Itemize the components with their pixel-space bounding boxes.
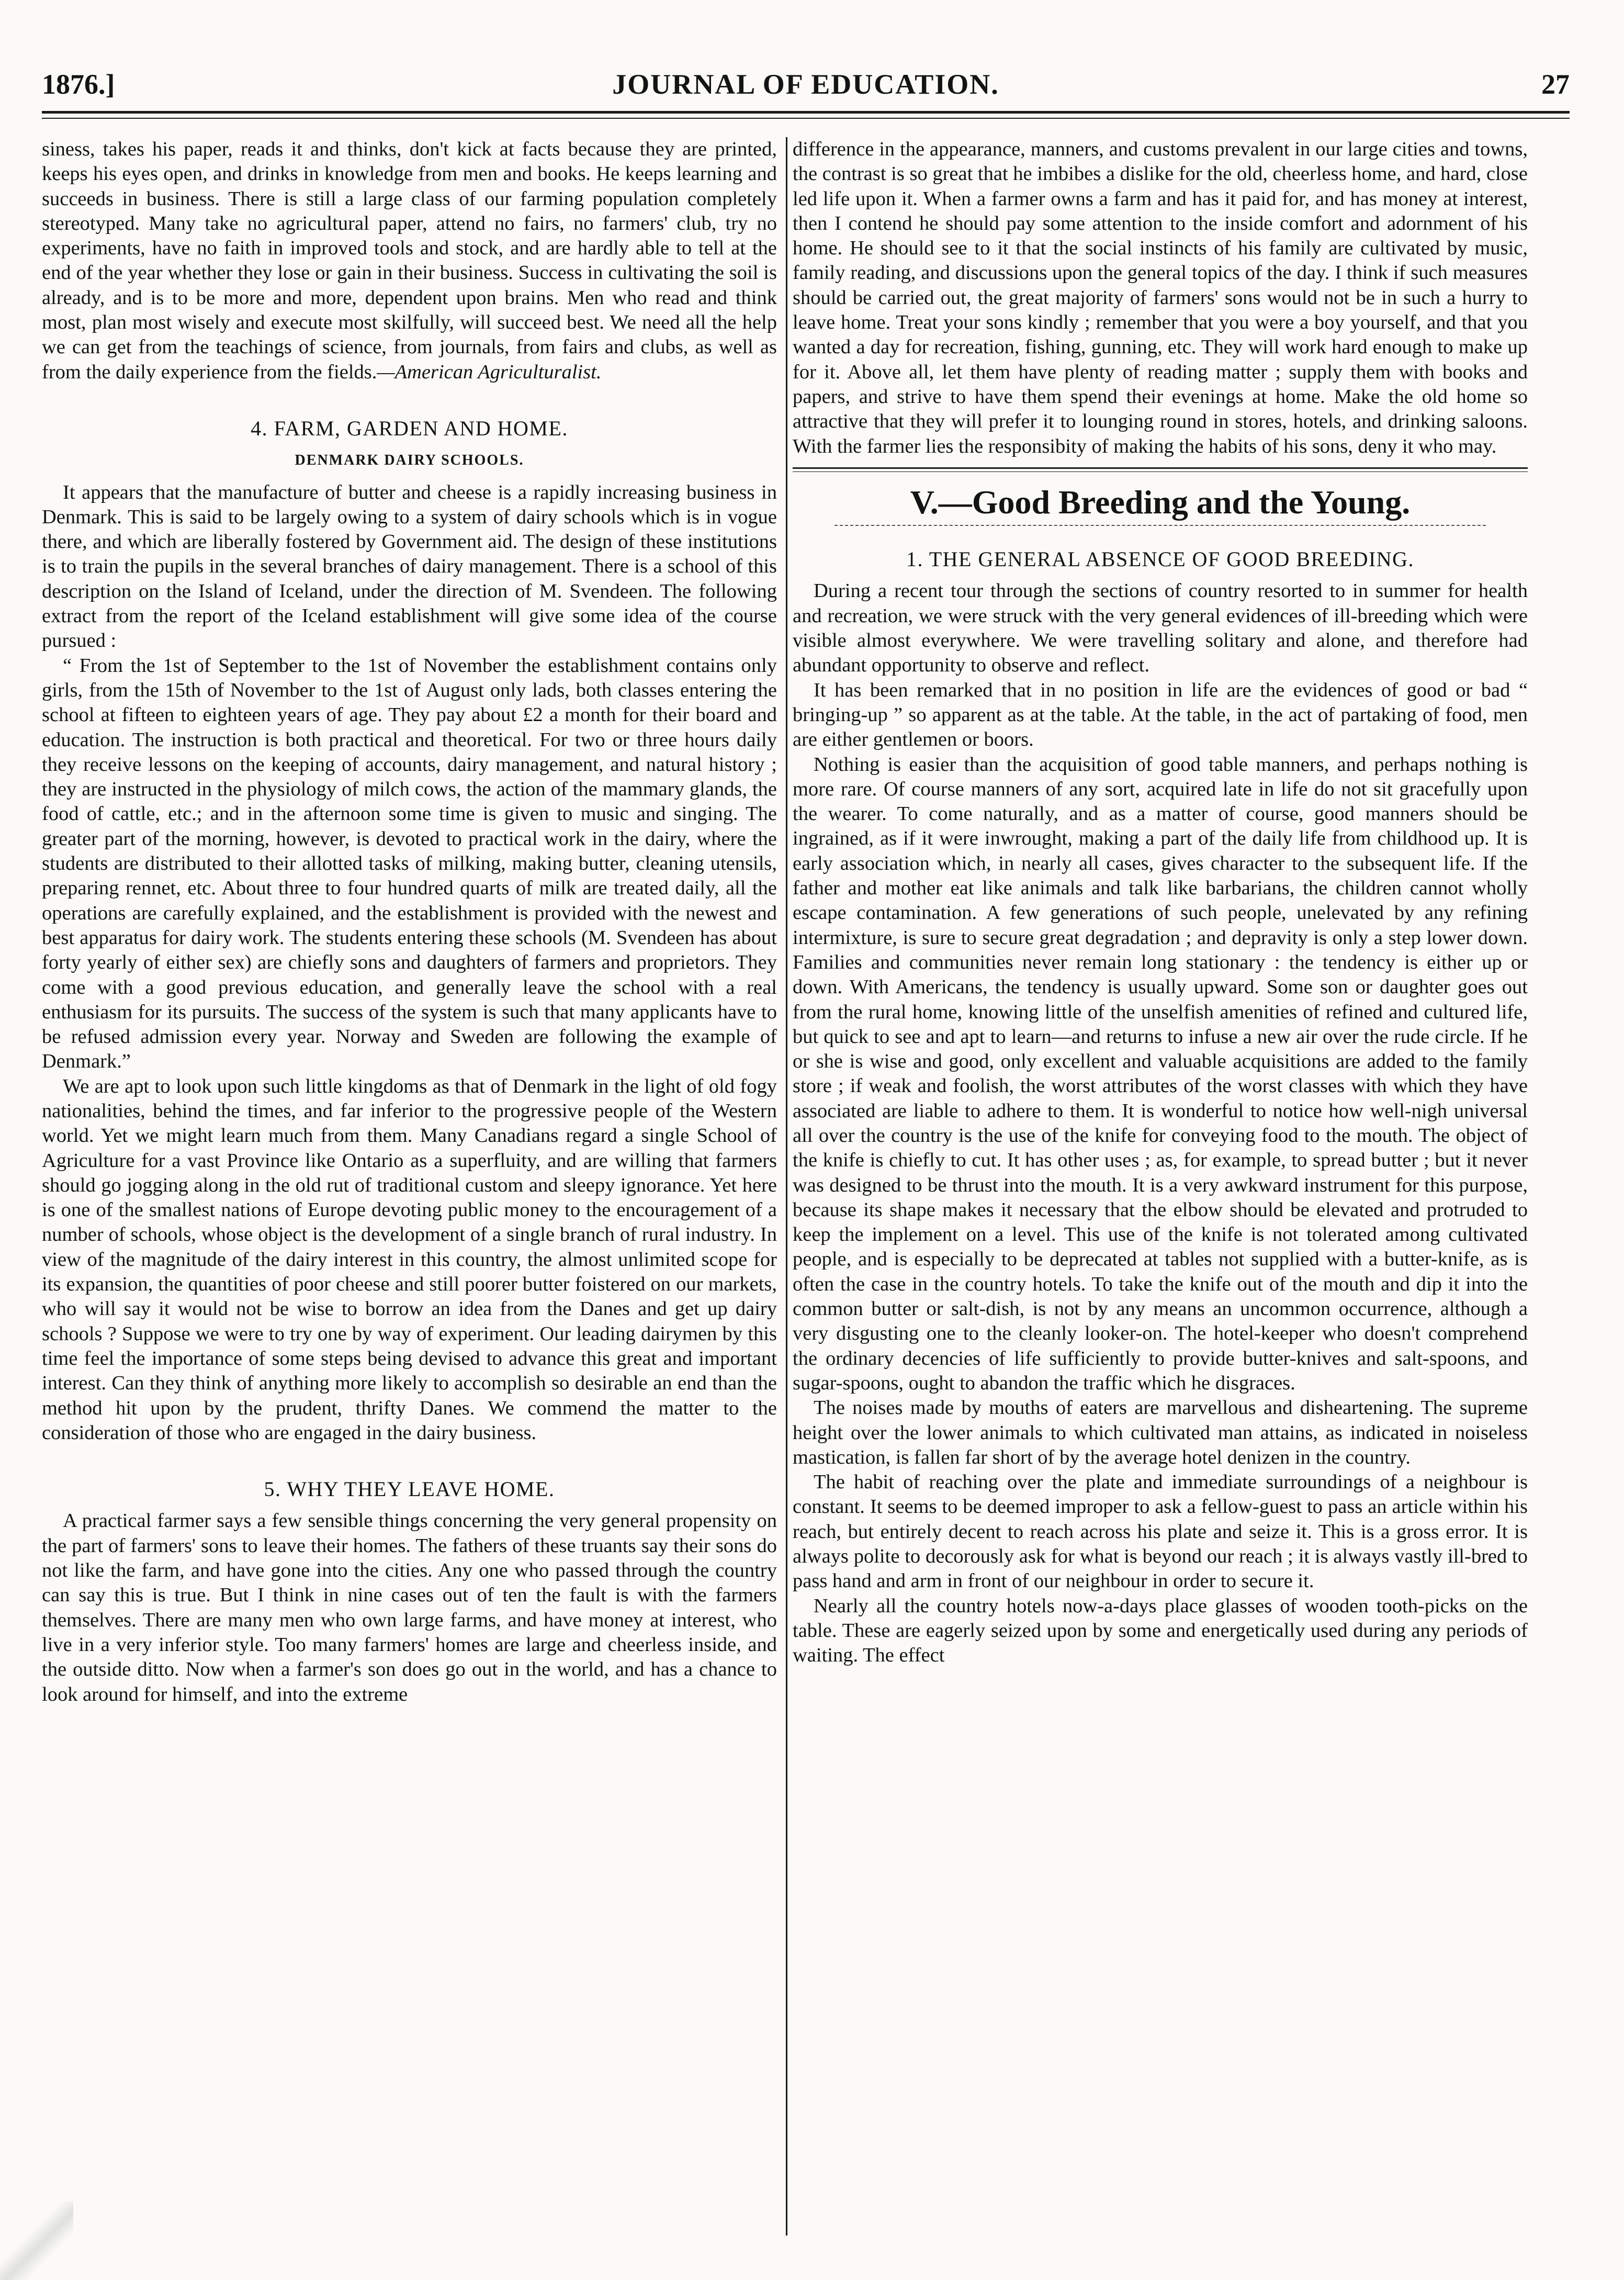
banner-rule	[834, 525, 1486, 526]
article-paragraph: The noises made by mouths of eaters are marvellous and disheartening. The supreme height over the lower animals to which cultivated man attains, as indicated in noiseless mastication, is fallen far short of by the average hotel denizen in the country.	[793, 1397, 1528, 1468]
section-divider-rule	[793, 467, 1528, 472]
section-subheading: DENMARK DAIRY SCHOOLS.	[295, 452, 524, 469]
section-heading: 1. THE GENERAL ABSENCE OF GOOD BREEDING.	[906, 547, 1415, 571]
source-credit: —American Agriculturalist.	[377, 361, 602, 383]
page-number: 27	[1541, 69, 1570, 100]
part-banner: V.—Good Breeding and the Young.	[910, 483, 1411, 521]
article-paragraph: The habit of reaching over the plate and immediate surroundings of a neighbour is constant. It seems to be deemed improper to ask a fellow-guest to pass an article within his reach, but entirely decent to reach across his plate and seize it. This is a gross error. It is always polite to decorously ask for what is beyond our reach ; it is always vastly ill-bred to pass hand and arm in front of our neighbour in order to secure it.	[793, 1471, 1528, 1592]
column-divider	[786, 137, 787, 2236]
journal-title: JOURNAL OF EDUCATION.	[612, 69, 999, 100]
page-header	[42, 68, 1570, 115]
continuation-text: siness, takes his paper, reads it and thinks, don't kick at facts because they are printed, keeps his eyes open, and drinks in knowledge from men and books. He keeps learning and succeeds in business. There is still a large class of our farming population completely stereotyped. Many take no agricultural paper, attend no fairs, no farmers' club, try no experiments, have no faith in improved tools and stock, and are hardly able to tell at the end of the year whether they lose or gain in their business. Success in cultivating the soil is already, and is to be more and more, dependent upon brains. Men who read and think most, plan most wisely and execute most skilfully, will succeed best. We need all the help we can get from the teachings of science, from journals, from fairs and clubs, as well as from the daily experience from the fields.	[42, 138, 777, 383]
header-rule-thick	[42, 111, 1570, 114]
article-paragraph	[42, 137, 777, 385]
article-paragraph: During a recent tour through the sections of country resorted to in summer for health and recreation, we were struck with the very general evidences of ill-breeding which were visible almost everywhere. We were travelling solitary and alone, and therefore had abundant opportunity to observe and reflect.	[793, 580, 1528, 677]
header-year: 1876.]	[42, 69, 115, 100]
article-paragraph: Nothing is easier than the acquisition of good table manners, and perhaps nothing is more rare. Of course manners of any sort, acquired late in life do not sit gracefully upon the wearer. To come naturally, and as a matter of course, good manners should be ingrained, as if it were inwrought, making a part of the daily life from childhood up. It is early association which, in nearly all cases, gives character to the subsequent life. If the father and mother eat like animals and talk like barbarians, the children cannot wholly escape contamination. A few generations of such people, unelevated by any refining intermixture, is sure to secure great degradation ; and depravity is only a step lower down. Families and communities never remain long stationary : the tendency is either up or down. With Americans, the tendency is usually upward. Some son or daughter goes out from the rural home, knowing little of the unselfish amenities of refined and cultured life, but quick to see and apt to learn—and returns to infuse a new air over the rude circle. If he or she is wise and good, only excellent and valuable acquisitions are added to the family store ; if weak and foolish, the worst attributes of the worst classes with which they have associated are liable to adhere to them. It is wonderful to notice how well-nigh universal all over the country is the use of the knife for conveying food to the mouth. The object of the knife is chiefly to cut. It has other uses ; as, for example, to spread butter ; but it never was designed to be thrust into the mouth. It is a very awkward instrument for this purpose, because its shape makes it necessary that the elbow should be elevated and protruded to keep the implement on a level. This use of the knife is not tolerated among cultivated people, and is especially to be deprecated at tables not supplied with a butter-knife, as is often the case in the country hotels. To take the knife out of the mouth and dip it into the common butter or salt-dish, is not by any means an uncommon occurrence, although a very disgusting one to the cleanly looker-on. The hotel-keeper who doesn't comprehend the ordinary decencies of life sufficiently to provide butter-knives and salt-spoons, and sugar-spoons, ought to abandon the traffic which he disgraces.	[793, 753, 1528, 1394]
scan-artifact	[0, 2202, 73, 2280]
article-paragraph: It appears that the manufacture of butter and cheese is a rapidly increasing business in Denmark. This is said to be largely owing to a system of dairy schools which is in vogue there, and which are liberally fostered by Government aid. The design of these institutions is to train the pupils in the several branches of dairy management. There is a school of this description on the Island of Iceland, under the direction of M. Svendeen. The following extract from the report of the Iceland establishment will give some idea of the course pursued :	[42, 481, 777, 652]
article-paragraph: A practical farmer says a few sensible things concerning the very general propensity on the part of farmers' sons to leave their homes. The fathers of these truants say their sons do not like the farm, and have gone into the cities. Any one who passed through the country can say this is true. But I think in nine cases out of ten the fault is with the farmers themselves. There are many men who own large farms, and have money at interest, who live in a very inferior style. Too many farmers' homes are large and cheerless inside, and the outside ditto. Now when a farmer's son does go out in the world, and has a chance to look around for himself, and into the extreme	[42, 1510, 777, 1705]
right-column	[793, 137, 1528, 2241]
article-paragraph: difference in the appearance, manners, and customs prevalent in our large cities and towns, the contrast is so great that he imbibes a dislike for the old, cheerless home, and hard, close led life upon it. When a farmer owns a farm and has it paid for, and has money at interest, then I contend he should pay some attention to the inside comfort and adornment of his home. He should see to it that the social instincts of his family are cultivated by music, family reading, and discussions upon the general topics of the day. I think if such measures should be carried out, the great majority of farmers' sons would not be in such a hurry to leave home. Treat your sons kindly ; remember that you were a boy yourself, and that you wanted a day for recreation, fishing, gunning, etc. They will work hard enough to make up for it. Above all, let them have plenty of reading matter ; supply them with books and papers, and strive to have them spend their evenings at home. Make the old home so attractive that they will prefer it to lounging round in stores, hotels, and drinking saloons. With the farmer lies the responsibity of making the habits of his sons, deny it who may.	[793, 138, 1528, 457]
article-paragraph: Nearly all the country hotels now-a-days place glasses of wooden tooth-picks on the table. These are eagerly seized upon by some and energetically used during any periods of waiting. The effect	[793, 1594, 1528, 1667]
header-rule-thin	[42, 118, 1570, 119]
article-paragraph: It has been remarked that in no position in life are the evidences of good or bad “ bringing-up ” so apparent as at the table. At the table, in the act of partaking of food, men are either gentlemen or boors.	[793, 679, 1528, 751]
section-heading: 5. WHY THEY LEAVE HOME.	[264, 1477, 555, 1501]
article-paragraph: We are apt to look upon such little kingdoms as that of Denmark in the light of old fogy nationalities, behind the times, and far inferior to the progressive people of the Western world. Yet we might learn much from them. Many Canadians regard a single School of Agriculture for a vast Province like Ontario as a superfluity, and are willing that farmers should go jogging along in the old rut of traditional custom and sleepy ignorance. Yet here is one of the smallest nations of Europe devoting public money to the encouragement of a number of schools, whose object is the development of a single branch of rural industry. In view of the magnitude of the dairy interest in this country, the almost unlimited scope for its expansion, the quantities of poor cheese and still poorer butter foistered on our markets, who will say it would not be wise to borrow an idea from the Danes and get up dairy schools ? Suppose we were to try one by way of experiment. Our leading dairymen by this time feel the importance of some steps being devised to advance this great and important interest. Can they think of anything more likely to accomplish so desirable an end than the method hit upon by the prudent, thrifty Danes. We commend the matter to the consideration of those who are engaged in the dairy business.	[42, 1075, 777, 1444]
article-paragraph: “ From the 1st of September to the 1st of November the establishment contains only girls, from the 15th of November to the 1st of August only lads, both classes entering the school at fifteen to eighteen years of age. They pay about £2 a month for their board and education. The instruction is both practical and theoretical. For two or three hours daily they receive lessons on the keeping of accounts, dairy management, and natural history ; they are instructed in the physiology of milch cows, the action of the mammary glands, the food of cattle, etc.; and in the afternoon some time is given to music and singing. The greater part of the morning, however, is devoted to practical work in the dairy, where the students are distributed to their allotted tasks of milking, making butter, cleaning utensils, preparing rennet, etc. About three to four hundred quarts of milk are treated daily, all the operations are carefully explained, and the establishment is provided with the newest and best apparatus for dairy work. The students entering these schools (M. Svendeen has about forty yearly of either sex) are chiefly sons and daughters of farmers and proprietors. They come with a good previous education, and generally leave the school with a real enthusiasm for its pursuits. The success of the system is such that many applicants have to be refused admission every year. Norway and Sweden are following the example of Denmark.”	[42, 654, 777, 1073]
left-column	[42, 137, 777, 2241]
section-heading: 4. FARM, GARDEN AND HOME.	[251, 416, 568, 440]
